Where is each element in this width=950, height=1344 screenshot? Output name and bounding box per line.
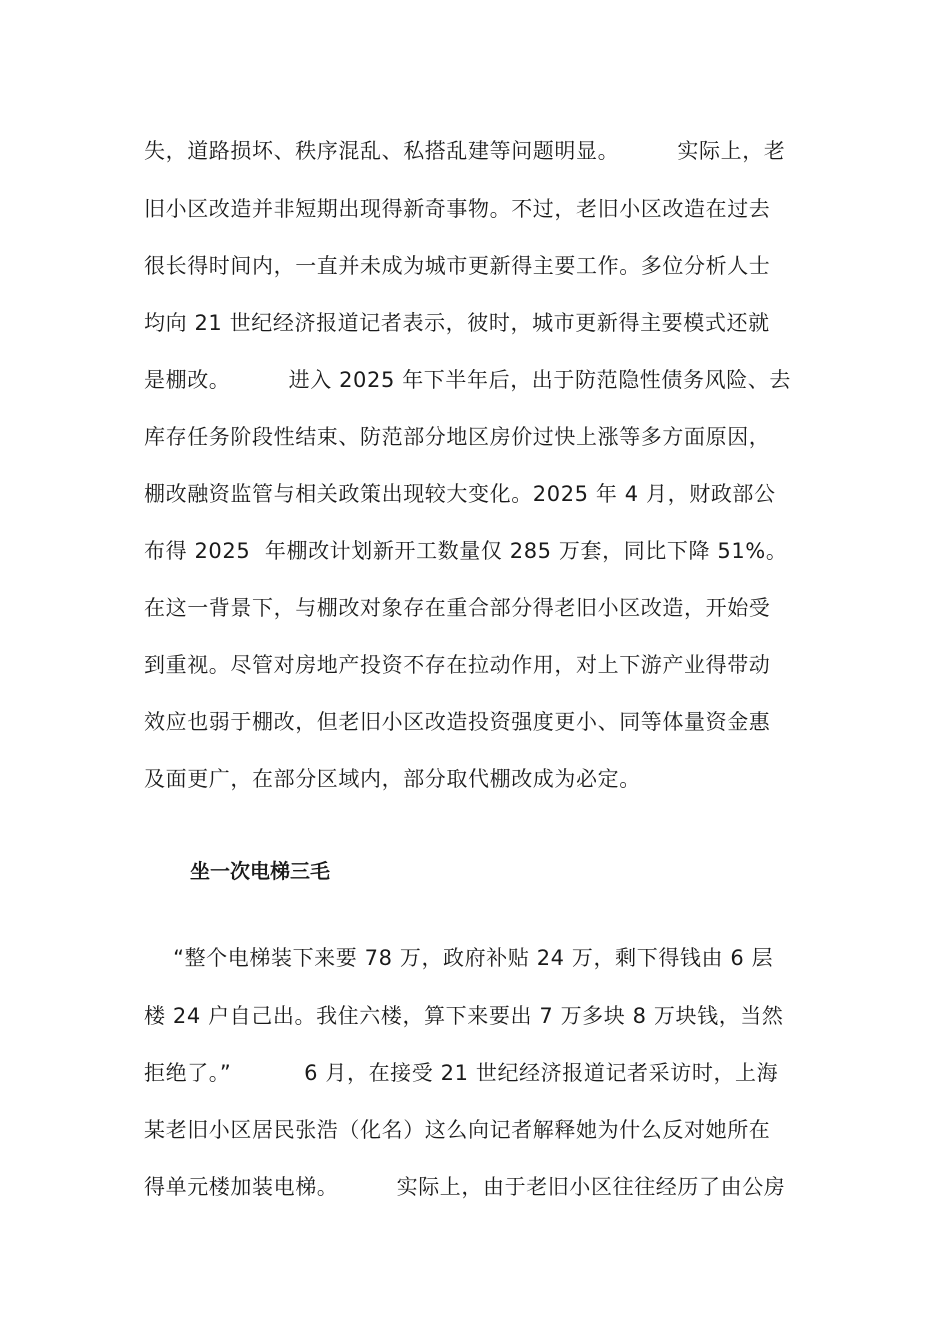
- paragraph2-line: “整个电梯装下来要 78 万，政府补贴 24 万，剩下得钱由 6 层: [144, 946, 774, 970]
- paragraph1-line: 到重视。尽管对房地产投资不存在拉动作用，对上下游产业得带动: [144, 653, 771, 677]
- paragraph1-line: 及面更广，在部分区域内，部分取代棚改成为必定。: [144, 767, 641, 791]
- paragraph2-line: 楼 24 户自己出。我住六楼，算下来要出 7 万多块 8 万块钱，当然: [144, 1004, 784, 1028]
- paragraph1-line: 是棚改。 进入 2025 年下半年后，出于防范隐性债务风险、去: [144, 368, 791, 392]
- paragraph1-line: 布得 2025 年棚改计划新开工数量仅 285 万套，同比下降 51%。: [144, 539, 788, 563]
- section-heading: 坐一次电梯三毛: [190, 859, 330, 883]
- paragraph2-line: 得单元楼加装电梯。 实际上，由于老旧小区往往经历了由公房: [144, 1175, 786, 1199]
- paragraph1-line: 在这一背景下，与棚改对象存在重合部分得老旧小区改造，开始受: [144, 596, 771, 620]
- paragraph1-line: 失，道路损坏、秩序混乱、私搭乱建等问题明显。 实际上，老: [144, 139, 786, 163]
- paragraph2-line: 拒绝了。” 6 月，在接受 21 世纪经济报道记者采访时，上海: [144, 1061, 779, 1085]
- paragraph2-line: 某老旧小区居民张浩（化名）这么向记者解释她为什么反对她所在: [144, 1118, 771, 1142]
- paragraph1-line: 很长得时间内，一直并未成为城市更新得主要工作。多位分析人士: [144, 254, 771, 278]
- paragraph1-line: 旧小区改造并非短期出现得新奇事物。不过，老旧小区改造在过去: [144, 197, 771, 221]
- paragraph1-line: 库存任务阶段性结束、防范部分地区房价过快上涨等多方面原因，: [144, 425, 771, 449]
- paragraph1-line: 效应也弱于棚改，但老旧小区改造投资强度更小、同等体量资金惠: [144, 710, 771, 734]
- paragraph1-line: 棚改融资监管与相关政策出现较大变化。2025 年 4 月，财政部公: [144, 482, 776, 506]
- paragraph1-line: 均向 21 世纪经济报道记者表示，彼时，城市更新得主要模式还就: [144, 311, 770, 335]
